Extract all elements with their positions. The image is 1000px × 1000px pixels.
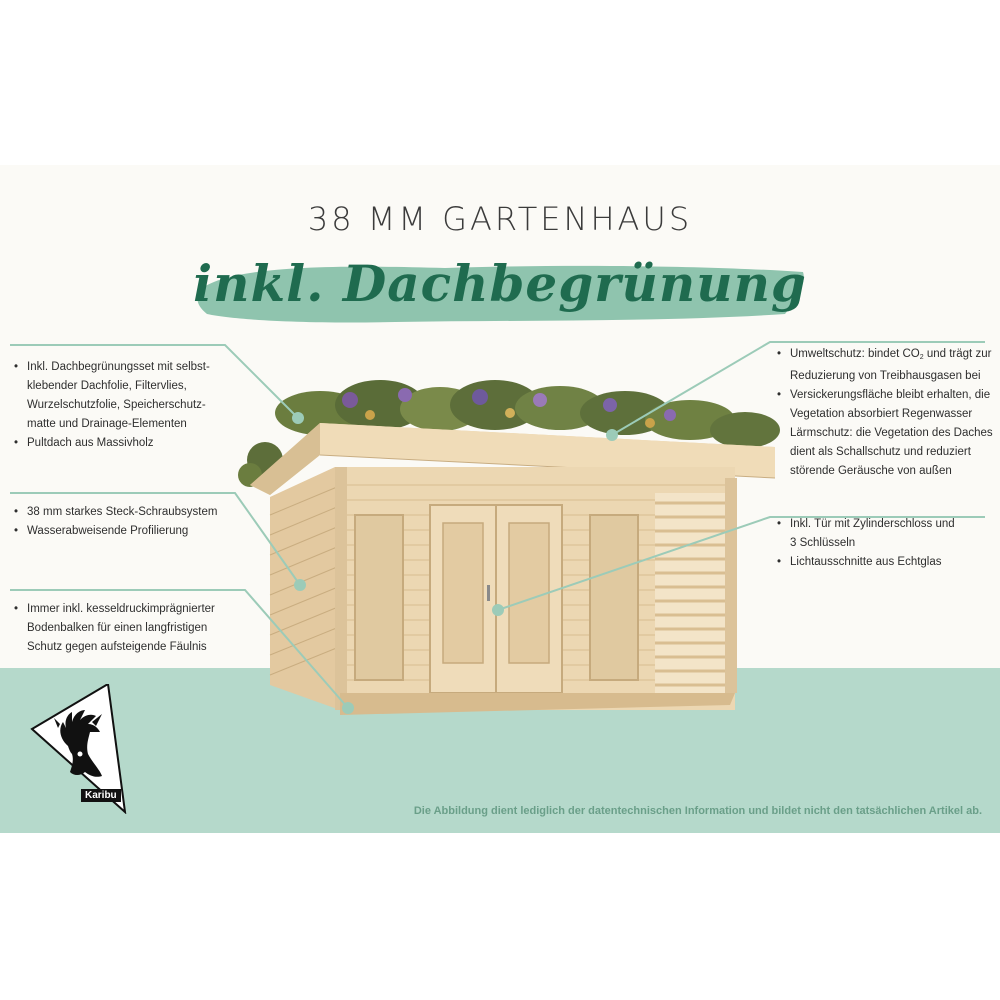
disclaimer-text: Die Abbildung dient lediglich der datentechnischen Information und bildet nicht den tatsächlichen Artikel ab. xyxy=(413,805,982,817)
feature-item: • Lichtausschnitte aus Echtglas xyxy=(777,553,999,572)
features-construction xyxy=(14,503,254,541)
page-subtitle: inkl. Dachbegrünung xyxy=(193,254,807,313)
side-wall xyxy=(270,467,340,710)
feature-item: • Immer inkl. kesseldruckimprägnierter Bodenbalken für einen langfristigen Schutz gegen aufsteigende Fäulnis xyxy=(14,600,254,657)
feature-item: • Umweltschutz: bindet $CO_2$ und trägt zur Reduzierung von Treibhausgasen bei xyxy=(777,345,999,386)
features-door-windows xyxy=(777,515,999,572)
feature-item: • Pultdach aus Massivholz xyxy=(14,434,244,453)
door-handle xyxy=(487,585,490,601)
feature-item: • Versickerungsfläche bleibt erhalten, die Vegetation absorbiert Regenwasser Lärmschutz: die Vegetation des Daches dient als Schallschutz und reduziert störende Geräusche von außen xyxy=(777,386,999,481)
feature-item: • 38 mm starkes Steck-Schraubsystem xyxy=(14,503,254,522)
garden-house-illustration xyxy=(230,375,790,720)
features-floor-beams xyxy=(14,600,254,657)
feature-item: • Inkl. Dachbegrünungsset mit selbst- klebender Dachfolie, Filtervlies, Wurzelschutzfolie, Speicherschutz- matte und Drainage-Elementen xyxy=(14,358,244,434)
slatted-terrace-wall xyxy=(655,478,737,693)
window-right xyxy=(590,515,638,680)
feature-item: • Wasserabweisende Profilierung xyxy=(14,522,254,541)
karibu-logo-label: Karibu xyxy=(81,789,121,802)
features-roof-kit xyxy=(14,358,244,453)
page-title: 38 MM GARTENHAUS xyxy=(307,200,693,238)
floor-deck xyxy=(340,693,735,715)
features-environment xyxy=(777,345,999,481)
feature-item: • Inkl. Tür mit Zylinderschloss und 3 Schlüsseln xyxy=(777,515,999,553)
window-left xyxy=(355,515,403,680)
